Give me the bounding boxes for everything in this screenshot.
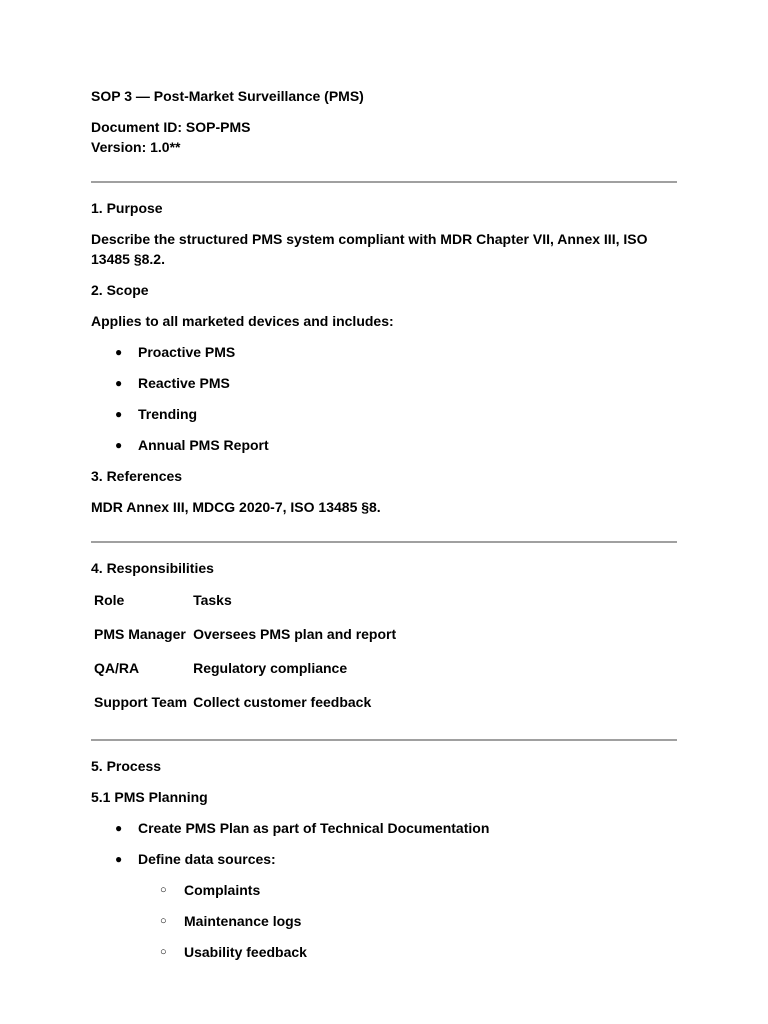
scope-heading: 2. Scope — [91, 282, 149, 298]
bullet-icon: ● — [115, 407, 123, 421]
list-item: ● Annual PMS Report — [115, 437, 269, 453]
purpose-heading: 1. Purpose — [91, 200, 163, 216]
bullet-icon: ● — [115, 852, 123, 866]
divider — [91, 739, 677, 741]
table-cell-tasks: Collect customer feedback — [193, 694, 372, 710]
data-sources-list — [91, 880, 677, 962]
list-item: ● Proactive PMS — [115, 344, 236, 360]
list-item: ● Reactive PMS — [115, 375, 230, 391]
table-cell-role: PMS Manager — [94, 626, 186, 642]
column-header-role: Role — [94, 592, 125, 608]
table-row — [91, 692, 399, 712]
list-item: ● Define data sources: — [115, 851, 276, 867]
document-id: Document ID: SOP-PMS — [91, 119, 251, 135]
table-cell-role: QA/RA — [94, 660, 140, 676]
table-cell-tasks: Regulatory compliance — [193, 660, 348, 676]
list-item: ● Trending — [115, 406, 198, 422]
bullet-icon: ● — [115, 821, 123, 835]
references-heading: 3. References — [91, 468, 183, 484]
responsibilities-heading: 4. Responsibilities — [91, 560, 214, 576]
process-heading: 5. Process — [91, 758, 162, 774]
bullet-icon: ● — [115, 345, 123, 359]
scope-list — [91, 342, 677, 455]
list-item: ○ Usability feedback — [160, 944, 307, 960]
bullet-icon: ● — [115, 438, 123, 452]
process-subheading: 5.1 PMS Planning — [91, 789, 208, 805]
divider — [91, 181, 677, 183]
table-row — [91, 658, 399, 692]
column-header-tasks: Tasks — [193, 592, 232, 608]
circle-bullet-icon: ○ — [160, 946, 167, 958]
document-version: Version: 1.0** — [91, 139, 181, 155]
circle-bullet-icon: ○ — [160, 884, 167, 896]
list-item: ○ Maintenance logs — [160, 913, 302, 929]
document-title: SOP 3 — Post-Market Surveillance (PMS) — [91, 88, 364, 104]
list-item: ○ Complaints — [160, 882, 261, 898]
list-item: ● Create PMS Plan as part of Technical Documentation — [115, 820, 490, 836]
table-cell-tasks: Oversees PMS plan and report — [193, 626, 397, 642]
circle-bullet-icon: ○ — [160, 915, 167, 927]
table-cell-role: Support Team — [94, 694, 188, 710]
references-text: MDR Annex III, MDCG 2020-7, ISO 13485 §8. — [91, 499, 381, 515]
table-row — [91, 624, 399, 658]
responsibilities-table — [91, 590, 399, 712]
purpose-text: Describe the structured PMS system compliant with MDR Chapter VII, Annex III, ISO 13485 §8.2. — [91, 231, 648, 267]
divider — [91, 541, 677, 543]
scope-intro: Applies to all marketed devices and includes: — [91, 313, 394, 329]
table-header-row — [91, 590, 399, 624]
bullet-icon: ● — [115, 376, 123, 390]
process-list — [91, 818, 677, 869]
